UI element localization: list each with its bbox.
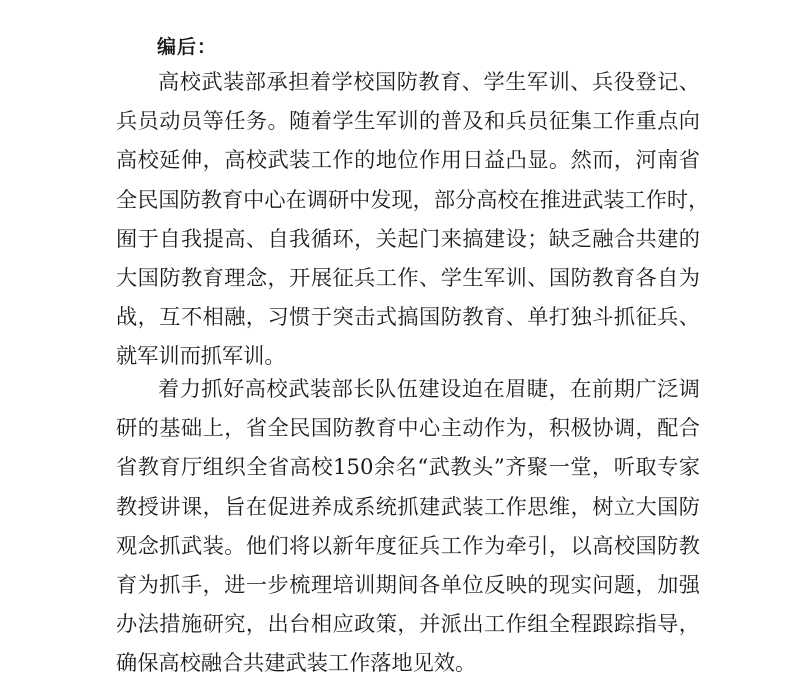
editor-note-heading: 编后： bbox=[157, 36, 218, 58]
text-line: 观念抓武装。他们将以新年度征兵工作为牵引，以高校国防教 bbox=[116, 532, 700, 558]
text-line: 大国防教育理念，开展征兵工作、学生军训、国防教育各自为 bbox=[116, 264, 700, 290]
text-line: 省教育厅组织全省高校150余名“武教头”齐聚一堂，听取专家 bbox=[116, 454, 700, 480]
text-line: 囿于自我提高、自我循环，关起门来搞建设；缺乏融合共建的 bbox=[116, 225, 700, 251]
text-line: 教授讲课，旨在促进养成系统抓建武装工作思维，树立大国防 bbox=[116, 493, 700, 519]
paragraph-2 bbox=[116, 369, 700, 683]
text-line: 高校武装部承担着学校国防教育、学生军训、兵役登记、 bbox=[158, 69, 700, 94]
text-line: 战，互不相融，习惯于突击式搞国防教育、单打独斗抓征兵、 bbox=[116, 304, 700, 330]
text-line: 全民国防教育中心在调研中发现，部分高校在推进武装工作时， bbox=[116, 186, 710, 212]
text-line: 着力抓好高校武装部长队伍建设迫在眉睫，在前期广泛调 bbox=[158, 376, 700, 401]
text-line: 研的基础上，省全民国防教育中心主动作为，积极协调，配合 bbox=[116, 415, 700, 441]
text-line: 育为抓手，进一步梳理培训期间各单位反映的现实问题，加强 bbox=[116, 571, 700, 597]
text-line: 高校延伸，高校武装工作的地位作用日益凸显。然而，河南省 bbox=[116, 147, 700, 173]
text-line: 兵员动员等任务。随着学生军训的普及和兵员征集工作重点向 bbox=[116, 108, 700, 134]
text-line: 就军训而抓军训。 bbox=[116, 343, 286, 369]
text-line: 办法措施研究，出台相应政策，并派出工作组全程跟踪指导， bbox=[116, 611, 700, 637]
paragraph-1 bbox=[116, 62, 710, 376]
text-line: 确保高校融合共建武装工作落地见效。 bbox=[116, 650, 477, 676]
